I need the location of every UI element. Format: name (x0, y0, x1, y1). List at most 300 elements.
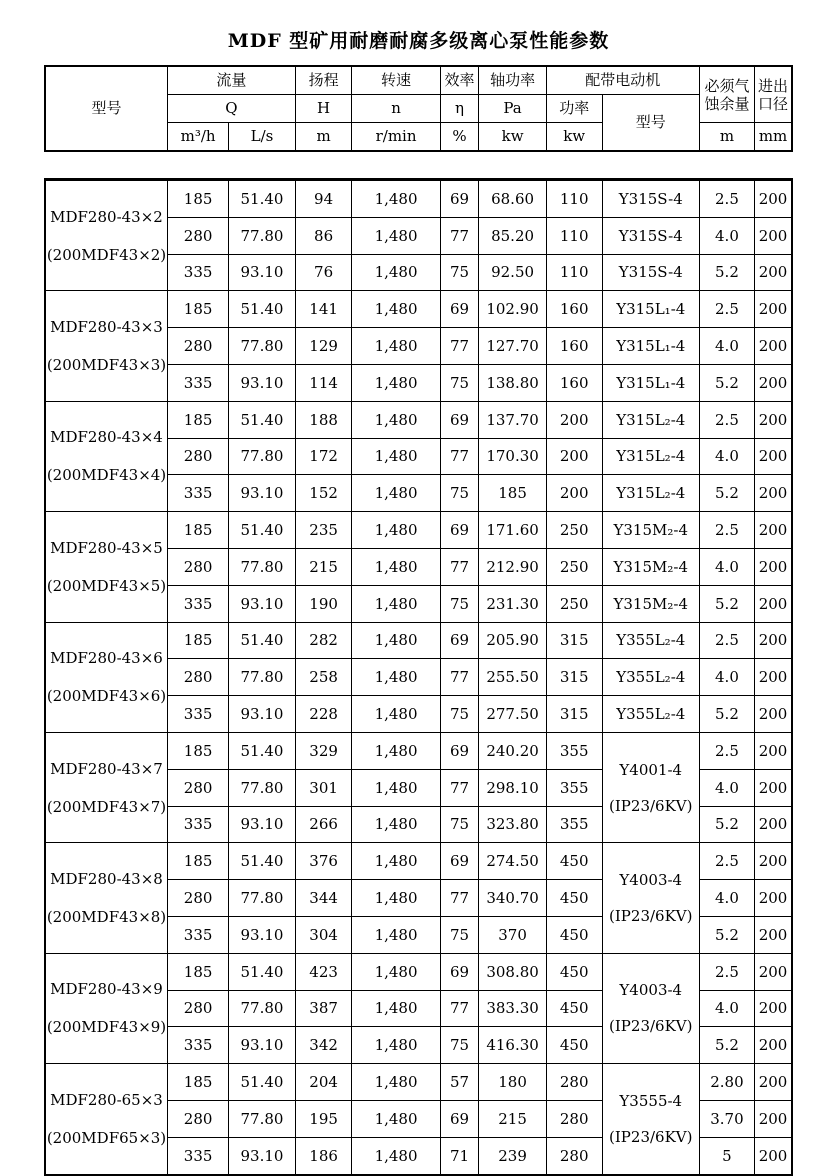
cell-flow-ls: 51.40 (229, 1064, 295, 1101)
cell-shaft-power: 137.70 (479, 401, 546, 438)
cell-efficiency: 77 (440, 880, 479, 917)
cell-efficiency: 71 (440, 1137, 479, 1174)
cell-speed: 1,480 (352, 217, 440, 254)
pump-table-body (45, 180, 792, 1175)
cell-flow-m3h: 185 (168, 732, 229, 769)
cell-motor-power: 250 (546, 512, 602, 549)
pump-model-alt-name: (200MDF43×3) (46, 356, 167, 375)
cell-motor-model: Y315M₂-4 (602, 512, 699, 549)
cell-port: 200 (755, 512, 792, 549)
cell-npsh: 4.0 (699, 880, 754, 917)
pump-model-name: MDF280-43×6 (50, 649, 163, 668)
cell-shaft-power: 277.50 (479, 696, 546, 733)
cell-flow-m3h: 185 (168, 180, 229, 218)
cell-flow-ls: 93.10 (229, 916, 295, 953)
pump-model-name: MDF280-43×3 (50, 318, 163, 337)
cell-motor-model: Y315L₂-4 (602, 475, 699, 512)
cell-flow-m3h: 280 (168, 990, 229, 1027)
cell-efficiency: 69 (440, 732, 479, 769)
cell-efficiency: 77 (440, 659, 479, 696)
motor-model-cell (602, 843, 699, 953)
cell-motor-power: 200 (546, 401, 602, 438)
cell-head: 141 (295, 291, 352, 328)
cell-efficiency: 69 (440, 180, 479, 218)
cell-npsh: 5.2 (699, 254, 754, 291)
cell-efficiency: 75 (440, 1027, 479, 1064)
cell-port: 200 (755, 659, 792, 696)
cell-port: 200 (755, 585, 792, 622)
cell-npsh: 4.0 (699, 659, 754, 696)
cell-head: 266 (295, 806, 352, 843)
cell-port: 200 (755, 732, 792, 769)
cell-flow-m3h: 185 (168, 622, 229, 659)
cell-flow-m3h: 280 (168, 217, 229, 254)
cell-flow-m3h: 280 (168, 880, 229, 917)
cell-npsh: 4.0 (699, 769, 754, 806)
cell-flow-m3h: 335 (168, 806, 229, 843)
cell-speed: 1,480 (352, 291, 440, 328)
cell-speed: 1,480 (352, 732, 440, 769)
cell-flow-ls: 93.10 (229, 364, 295, 401)
header-row-1 (45, 66, 792, 95)
motor-power-unit: kw (546, 123, 602, 152)
motor-model-name: Y4003-4 (619, 981, 683, 1000)
motor-model-name: Y3555-4 (619, 1091, 683, 1110)
cell-npsh: 2.5 (699, 732, 754, 769)
motor-model-cell (602, 953, 699, 1063)
cell-npsh: 2.80 (699, 1064, 754, 1101)
npsh-label-line1: 必须气 (704, 76, 750, 95)
cell-motor-power: 450 (546, 843, 602, 880)
cell-efficiency: 75 (440, 475, 479, 512)
cell-port: 200 (755, 1064, 792, 1101)
col-header-flow: 流量 (168, 66, 296, 95)
table-row (45, 843, 792, 880)
cell-shaft-power: 323.80 (479, 806, 546, 843)
cell-motor-power: 355 (546, 806, 602, 843)
cell-flow-m3h: 335 (168, 364, 229, 401)
cell-speed: 1,480 (352, 475, 440, 512)
pump-model-name: MDF280-43×9 (50, 980, 163, 999)
cell-shaft-power: 239 (479, 1137, 546, 1174)
cell-flow-ls: 77.80 (229, 328, 295, 365)
table-row (45, 953, 792, 990)
cell-motor-power: 110 (546, 254, 602, 291)
pump-model-cell (45, 732, 168, 842)
cell-flow-m3h: 335 (168, 916, 229, 953)
cell-shaft-power: 240.20 (479, 732, 546, 769)
cell-efficiency: 77 (440, 438, 479, 475)
cell-efficiency: 75 (440, 916, 479, 953)
cell-motor-power: 200 (546, 438, 602, 475)
cell-motor-power: 315 (546, 622, 602, 659)
cell-port: 200 (755, 843, 792, 880)
cell-speed: 1,480 (352, 880, 440, 917)
page-title: MDF 型矿用耐磨耐腐多级离心泵性能参数 (227, 30, 610, 52)
cell-motor-model: Y315S-4 (602, 180, 699, 218)
cell-motor-power: 315 (546, 659, 602, 696)
cell-port: 200 (755, 622, 792, 659)
cell-motor-model: Y315L₁-4 (602, 328, 699, 365)
cell-head: 172 (295, 438, 352, 475)
cell-speed: 1,480 (352, 328, 440, 365)
cell-npsh: 4.0 (699, 990, 754, 1027)
motor-model-label: 型号 (602, 95, 699, 152)
cell-motor-power: 450 (546, 916, 602, 953)
cell-shaft-power: 340.70 (479, 880, 546, 917)
cell-port: 200 (755, 180, 792, 218)
cell-flow-ls: 77.80 (229, 1100, 295, 1137)
pump-model-cell (45, 622, 168, 732)
col-header-npsh (699, 66, 754, 123)
cell-motor-model: Y315M₂-4 (602, 585, 699, 622)
cell-motor-power: 250 (546, 585, 602, 622)
cell-npsh: 2.5 (699, 512, 754, 549)
cell-speed: 1,480 (352, 990, 440, 1027)
cell-flow-m3h: 280 (168, 328, 229, 365)
cell-motor-model: Y315S-4 (602, 254, 699, 291)
cell-efficiency: 69 (440, 622, 479, 659)
cell-port: 200 (755, 806, 792, 843)
cell-port: 200 (755, 1027, 792, 1064)
cell-motor-power: 450 (546, 953, 602, 990)
cell-shaft-power: 180 (479, 1064, 546, 1101)
cell-motor-power: 450 (546, 990, 602, 1027)
motor-protection-spec: (IP23/6KV) (609, 1017, 693, 1036)
pump-model-name: MDF280-43×8 (50, 870, 163, 889)
cell-npsh: 2.5 (699, 291, 754, 328)
pump-model-alt-name: (200MDF43×4) (46, 466, 167, 485)
cell-flow-ls: 93.10 (229, 254, 295, 291)
cell-efficiency: 75 (440, 806, 479, 843)
cell-flow-m3h: 335 (168, 1027, 229, 1064)
cell-speed: 1,480 (352, 1137, 440, 1174)
motor-model-cell (602, 1064, 699, 1175)
flow-symbol: Q (168, 95, 296, 123)
cell-shaft-power: 138.80 (479, 364, 546, 401)
cell-flow-ls: 77.80 (229, 880, 295, 917)
cell-shaft-power: 205.90 (479, 622, 546, 659)
pump-model-name: MDF280-43×4 (50, 428, 163, 447)
cell-efficiency: 69 (440, 953, 479, 990)
cell-motor-power: 280 (546, 1137, 602, 1174)
cell-shaft-power: 255.50 (479, 659, 546, 696)
cell-npsh: 2.5 (699, 180, 754, 218)
cell-port: 200 (755, 1137, 792, 1174)
flow-unit-m3h: m³/h (168, 123, 229, 152)
cell-port: 200 (755, 328, 792, 365)
pump-model-alt-name: (200MDF43×2) (46, 245, 167, 264)
table-row (45, 291, 792, 328)
pump-model-name: MDF280-43×5 (50, 538, 163, 557)
cell-flow-ls: 93.10 (229, 475, 295, 512)
cell-flow-ls: 51.40 (229, 953, 295, 990)
cell-shaft-power: 298.10 (479, 769, 546, 806)
cell-flow-m3h: 335 (168, 475, 229, 512)
cell-efficiency: 77 (440, 769, 479, 806)
cell-port: 200 (755, 364, 792, 401)
cell-flow-ls: 51.40 (229, 180, 295, 218)
cell-shaft-power: 68.60 (479, 180, 546, 218)
cell-speed: 1,480 (352, 364, 440, 401)
cell-speed: 1,480 (352, 254, 440, 291)
cell-speed: 1,480 (352, 512, 440, 549)
motor-model-name: Y4003-4 (619, 871, 683, 890)
cell-head: 228 (295, 696, 352, 733)
cell-flow-ls: 77.80 (229, 548, 295, 585)
cell-motor-power: 355 (546, 769, 602, 806)
pump-model-alt-name: (200MDF43×5) (46, 576, 167, 595)
table-row (45, 401, 792, 438)
cell-speed: 1,480 (352, 1100, 440, 1137)
cell-speed: 1,480 (352, 659, 440, 696)
cell-head: 195 (295, 1100, 352, 1137)
cell-motor-power: 280 (546, 1100, 602, 1137)
cell-npsh: 2.5 (699, 622, 754, 659)
cell-flow-m3h: 280 (168, 1100, 229, 1137)
cell-efficiency: 77 (440, 548, 479, 585)
cell-port: 200 (755, 696, 792, 733)
motor-power-label: 功率 (546, 95, 602, 123)
cell-flow-ls: 77.80 (229, 659, 295, 696)
cell-flow-m3h: 185 (168, 843, 229, 880)
cell-flow-ls: 77.80 (229, 217, 295, 254)
pump-model-name: MDF280-65×3 (50, 1090, 163, 1109)
shaft-power-unit: kw (479, 123, 546, 152)
cell-port: 200 (755, 438, 792, 475)
cell-speed: 1,480 (352, 622, 440, 659)
motor-protection-spec: (IP23/6KV) (609, 1127, 693, 1146)
cell-shaft-power: 274.50 (479, 843, 546, 880)
cell-head: 94 (295, 180, 352, 218)
cell-motor-power: 200 (546, 475, 602, 512)
cell-head: 152 (295, 475, 352, 512)
cell-head: 114 (295, 364, 352, 401)
cell-shaft-power: 102.90 (479, 291, 546, 328)
cell-shaft-power: 170.30 (479, 438, 546, 475)
cell-motor-power: 110 (546, 217, 602, 254)
cell-efficiency: 77 (440, 217, 479, 254)
cell-flow-m3h: 335 (168, 696, 229, 733)
cell-efficiency: 75 (440, 696, 479, 733)
table-row (45, 512, 792, 549)
cell-motor-power: 280 (546, 1064, 602, 1101)
col-header-model: 型号 (45, 66, 168, 151)
cell-speed: 1,480 (352, 696, 440, 733)
cell-efficiency: 75 (440, 585, 479, 622)
cell-flow-m3h: 280 (168, 769, 229, 806)
cell-head: 387 (295, 990, 352, 1027)
pump-model-name: MDF280-43×7 (50, 759, 163, 778)
cell-speed: 1,480 (352, 1064, 440, 1101)
motor-protection-spec: (IP23/6KV) (609, 796, 693, 815)
cell-port: 200 (755, 254, 792, 291)
port-label-line2: 口径 (758, 94, 789, 113)
speed-symbol: n (352, 95, 440, 123)
table-row (45, 622, 792, 659)
cell-shaft-power: 171.60 (479, 512, 546, 549)
col-header-motor: 配带电动机 (546, 66, 699, 95)
cell-flow-m3h: 335 (168, 585, 229, 622)
pump-model-alt-name: (200MDF43×6) (46, 687, 167, 706)
npsh-label-line2: 蚀余量 (704, 94, 750, 113)
header-table (44, 65, 793, 152)
cell-npsh: 5 (699, 1137, 754, 1174)
cell-npsh: 2.5 (699, 953, 754, 990)
cell-speed: 1,480 (352, 401, 440, 438)
cell-head: 344 (295, 880, 352, 917)
cell-head: 282 (295, 622, 352, 659)
cell-head: 423 (295, 953, 352, 990)
cell-npsh: 5.2 (699, 1027, 754, 1064)
cell-speed: 1,480 (352, 180, 440, 218)
motor-model-cell (602, 732, 699, 842)
cell-head: 329 (295, 732, 352, 769)
cell-efficiency: 75 (440, 364, 479, 401)
cell-flow-ls: 77.80 (229, 769, 295, 806)
cell-motor-model: Y315L₁-4 (602, 364, 699, 401)
cell-motor-model: Y315L₂-4 (602, 401, 699, 438)
head-symbol: H (295, 95, 352, 123)
cell-npsh: 3.70 (699, 1100, 754, 1137)
cell-port: 200 (755, 769, 792, 806)
cell-npsh: 2.5 (699, 401, 754, 438)
cell-npsh: 4.0 (699, 217, 754, 254)
cell-head: 186 (295, 1137, 352, 1174)
col-header-speed: 转速 (352, 66, 440, 95)
cell-motor-model: Y355L₂-4 (602, 696, 699, 733)
cell-port: 200 (755, 548, 792, 585)
cell-shaft-power: 383.30 (479, 990, 546, 1027)
cell-port: 200 (755, 291, 792, 328)
cell-flow-ls: 51.40 (229, 401, 295, 438)
cell-head: 86 (295, 217, 352, 254)
cell-flow-m3h: 185 (168, 512, 229, 549)
cell-flow-m3h: 185 (168, 953, 229, 990)
pump-model-cell (45, 953, 168, 1063)
table-row (45, 732, 792, 769)
cell-npsh: 5.2 (699, 585, 754, 622)
cell-head: 129 (295, 328, 352, 365)
flow-unit-ls: L/s (229, 123, 295, 152)
cell-speed: 1,480 (352, 1027, 440, 1064)
cell-flow-m3h: 280 (168, 548, 229, 585)
cell-motor-model: Y315L₁-4 (602, 291, 699, 328)
cell-shaft-power: 127.70 (479, 328, 546, 365)
cell-flow-ls: 93.10 (229, 1137, 295, 1174)
cell-port: 200 (755, 1100, 792, 1137)
cell-port: 200 (755, 475, 792, 512)
pump-model-cell (45, 401, 168, 511)
col-header-shaft-power: 轴功率 (479, 66, 546, 95)
cell-speed: 1,480 (352, 438, 440, 475)
cell-flow-ls: 93.10 (229, 806, 295, 843)
efficiency-unit: % (440, 123, 479, 152)
cell-motor-model: Y315M₂-4 (602, 548, 699, 585)
cell-head: 301 (295, 769, 352, 806)
shaft-power-symbol: Pa (479, 95, 546, 123)
cell-flow-ls: 77.80 (229, 438, 295, 475)
cell-motor-power: 110 (546, 180, 602, 218)
cell-flow-ls: 51.40 (229, 843, 295, 880)
cell-flow-ls: 93.10 (229, 585, 295, 622)
cell-motor-power: 160 (546, 364, 602, 401)
port-unit: mm (755, 123, 792, 152)
cell-motor-power: 450 (546, 1027, 602, 1064)
pump-model-cell (45, 512, 168, 622)
cell-npsh: 5.2 (699, 475, 754, 512)
cell-head: 190 (295, 585, 352, 622)
cell-npsh: 5.2 (699, 364, 754, 401)
cell-efficiency: 69 (440, 512, 479, 549)
cell-head: 342 (295, 1027, 352, 1064)
cell-flow-m3h: 280 (168, 659, 229, 696)
cell-motor-power: 450 (546, 880, 602, 917)
cell-efficiency: 77 (440, 990, 479, 1027)
cell-shaft-power: 185 (479, 475, 546, 512)
cell-flow-ls: 93.10 (229, 1027, 295, 1064)
cell-motor-model: Y355L₂-4 (602, 659, 699, 696)
cell-motor-model: Y315L₂-4 (602, 438, 699, 475)
pump-model-alt-name: (200MDF43×7) (46, 797, 167, 816)
npsh-unit: m (699, 123, 754, 152)
cell-flow-m3h: 185 (168, 401, 229, 438)
pump-model-cell (45, 1064, 168, 1175)
cell-shaft-power: 308.80 (479, 953, 546, 990)
cell-npsh: 4.0 (699, 548, 754, 585)
efficiency-symbol: η (440, 95, 479, 123)
pump-model-name: MDF280-43×2 (50, 207, 163, 226)
table-row (45, 180, 792, 218)
cell-npsh: 2.5 (699, 843, 754, 880)
cell-speed: 1,480 (352, 548, 440, 585)
motor-model-name: Y4001-4 (619, 760, 683, 779)
table-row (45, 1064, 792, 1101)
cell-port: 200 (755, 953, 792, 990)
cell-flow-ls: 51.40 (229, 732, 295, 769)
cell-speed: 1,480 (352, 585, 440, 622)
speed-unit: r/min (352, 123, 440, 152)
cell-speed: 1,480 (352, 806, 440, 843)
cell-efficiency: 57 (440, 1064, 479, 1101)
cell-motor-model: Y355L₂-4 (602, 622, 699, 659)
pump-model-cell (45, 291, 168, 401)
cell-head: 304 (295, 916, 352, 953)
cell-port: 200 (755, 217, 792, 254)
cell-speed: 1,480 (352, 953, 440, 990)
cell-shaft-power: 416.30 (479, 1027, 546, 1064)
cell-flow-ls: 51.40 (229, 622, 295, 659)
cell-port: 200 (755, 916, 792, 953)
cell-head: 188 (295, 401, 352, 438)
cell-npsh: 5.2 (699, 916, 754, 953)
cell-efficiency: 77 (440, 328, 479, 365)
cell-flow-ls: 93.10 (229, 696, 295, 733)
cell-port: 200 (755, 401, 792, 438)
cell-shaft-power: 215 (479, 1100, 546, 1137)
cell-head: 76 (295, 254, 352, 291)
motor-protection-spec: (IP23/6KV) (609, 907, 693, 926)
cell-motor-power: 355 (546, 732, 602, 769)
cell-shaft-power: 231.30 (479, 585, 546, 622)
cell-flow-ls: 77.80 (229, 990, 295, 1027)
head-unit: m (295, 123, 352, 152)
cell-shaft-power: 370 (479, 916, 546, 953)
pump-model-cell (45, 180, 168, 291)
cell-flow-m3h: 280 (168, 438, 229, 475)
cell-motor-power: 250 (546, 548, 602, 585)
cell-shaft-power: 92.50 (479, 254, 546, 291)
